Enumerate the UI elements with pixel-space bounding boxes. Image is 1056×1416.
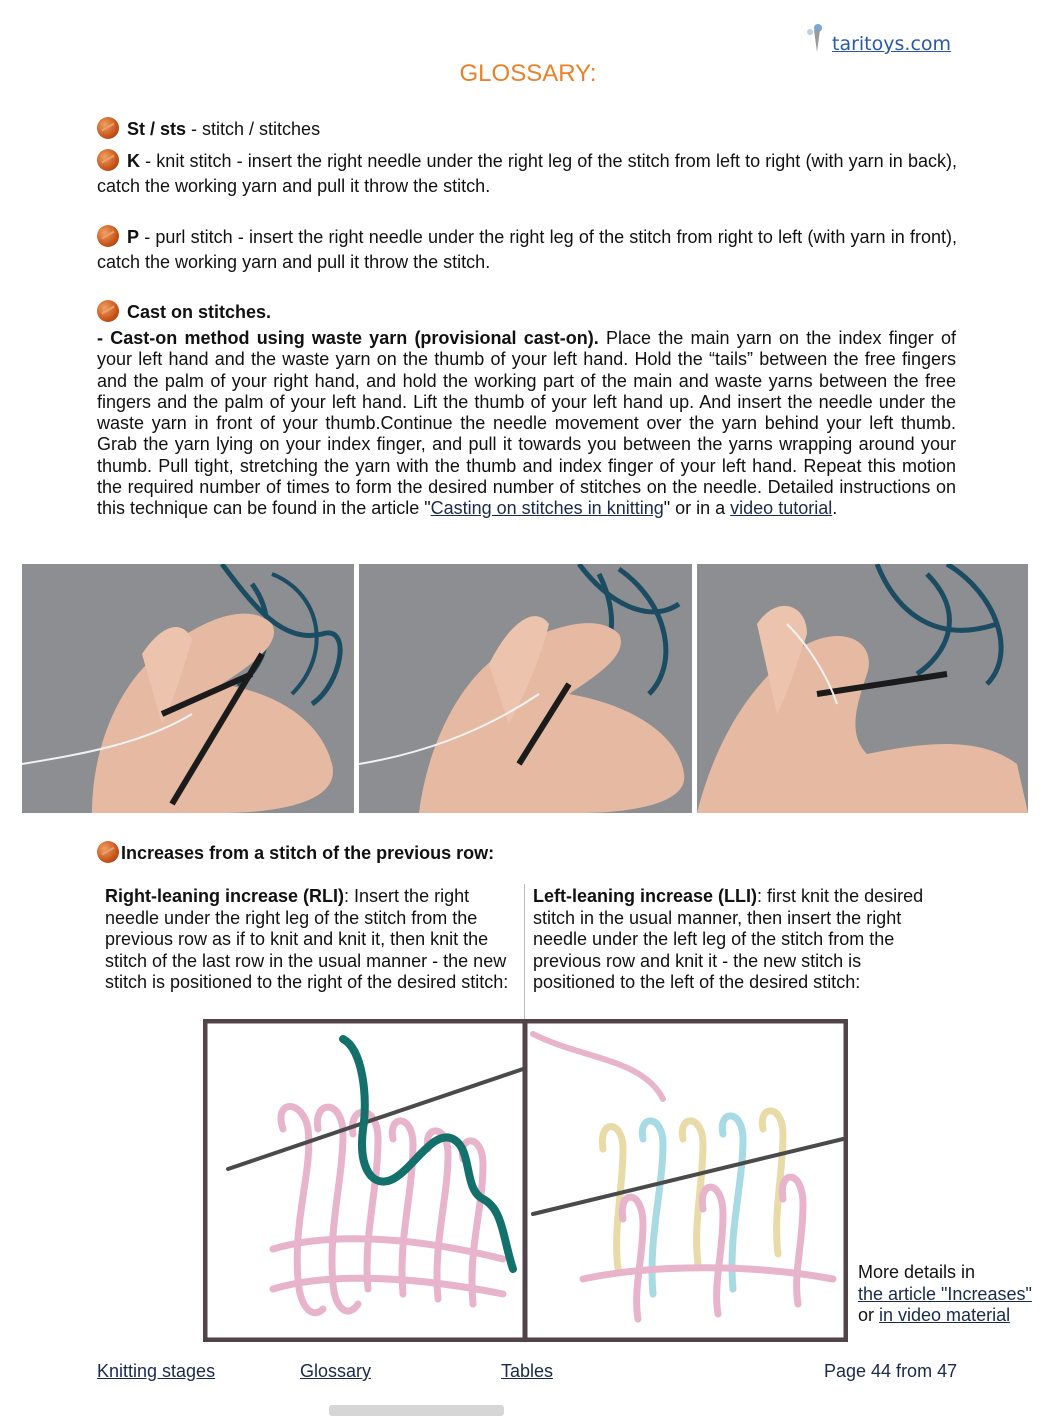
increases-video-link[interactable]: in video material [879, 1305, 1011, 1325]
more-details-label: More details in [858, 1262, 976, 1282]
lli-description: Left-leaning increase (LLI): first knit the desired stitch in the usual manner, then insert the right needle under the left leg of the stitch from the previous row and knit it - the new stitch is positioned to the left of the desired stitch: [533, 886, 924, 992]
casting-on-article-link[interactable]: Casting on stitches in knitting [430, 498, 664, 519]
definition-st: - stitch / stitches [186, 119, 321, 139]
term-st: St / sts [127, 119, 187, 139]
footer-link-tables[interactable]: Tables [501, 1361, 554, 1381]
increases-heading: Increases from a stitch of the previous row: [97, 841, 494, 864]
footer-link-knitting-stages[interactable]: Knitting stages [97, 1361, 216, 1381]
yarn-ball-icon [97, 300, 119, 322]
video-tutorial-link[interactable]: video tutorial [730, 498, 833, 519]
yarn-ball-icon [97, 149, 119, 171]
increase-diagram [203, 1019, 848, 1342]
glossary-entry-k [97, 149, 957, 199]
column-divider [524, 884, 525, 1020]
more-details: More details in the article "Increases" or in video material [858, 1262, 1032, 1325]
definition-p: - purl stitch - insert the right needle under the right leg of the stitch from right to left (with yarn in front), catch the working yarn and pull it throw the stitch. [97, 227, 957, 272]
rli-description: Right-leaning increase (RLI): Insert the right needle under the right leg of the stitch from the previous row as if to knit and knit it, then knit the stitch of the last row in the usual manner - the new stitch is positioned to the right of the desired stitch: [105, 886, 509, 992]
yarn-ball-icon [97, 841, 119, 863]
definition-k: - knit stitch - insert the right needle under the right leg of the stitch from left to right (with yarn in back), catch the working yarn and pull it throw the stitch. [97, 151, 957, 196]
yarn-ball-icon [97, 117, 119, 139]
cast-on-photo-2 [359, 564, 692, 813]
rli-term: Right-leaning increase (RLI) [105, 886, 345, 906]
lli-term: Left-leaning increase (LLI) [533, 886, 758, 906]
glossary-entry-st [97, 117, 957, 140]
term-p: P [127, 227, 140, 247]
cast-on-description: - Cast-on method using waste yarn (provisional cast-on). Place the main yarn on the index finger of your left hand and the waste yarn on the thumb of your left hand. Hold the “tails” between the free fingers and the palm of your right hand, and hold the working part of the main and waste yarns between the free fingers and the palm of your left hand. Lift the thumb of your left hand up. And insert the needle under the waste yarn in front of your thumb.Continue the needle movement over the yarn behind your left thumb. Grab the yarn lying on your index finger, and pull it towards you between the yarns wrapping around your thumb. Pull tight, stretching the yarn with the thumb and index finger of your left hand. Repeat this motion the required number of times to form the desired number of stitches on the needle. Detailed instructions on this technique can be found in the article "Casting on stitches in knitting" or in a video tutorial. [97, 328, 957, 519]
cast-on-photo-3 [697, 564, 1028, 813]
yarn-ball-icon [97, 225, 119, 247]
footer-link-glossary[interactable]: Glossary [300, 1361, 372, 1381]
page-title: GLOSSARY: [459, 60, 597, 87]
term-k: K [127, 151, 140, 171]
increases-article-link[interactable]: the article "Increases" [858, 1283, 1032, 1304]
page-number: Page 44 from 47 [824, 1361, 958, 1381]
cast-on-photo-1 [22, 564, 354, 813]
glossary-entry-p [97, 225, 957, 275]
cast-on-method-title: - Cast-on method using waste yarn (provisional cast-on). [97, 328, 599, 348]
scrollbar[interactable] [329, 1405, 504, 1416]
logo-icon [804, 22, 830, 54]
site-link[interactable]: taritoys.com [832, 33, 952, 55]
cast-on-heading: Cast on stitches. [97, 300, 957, 323]
